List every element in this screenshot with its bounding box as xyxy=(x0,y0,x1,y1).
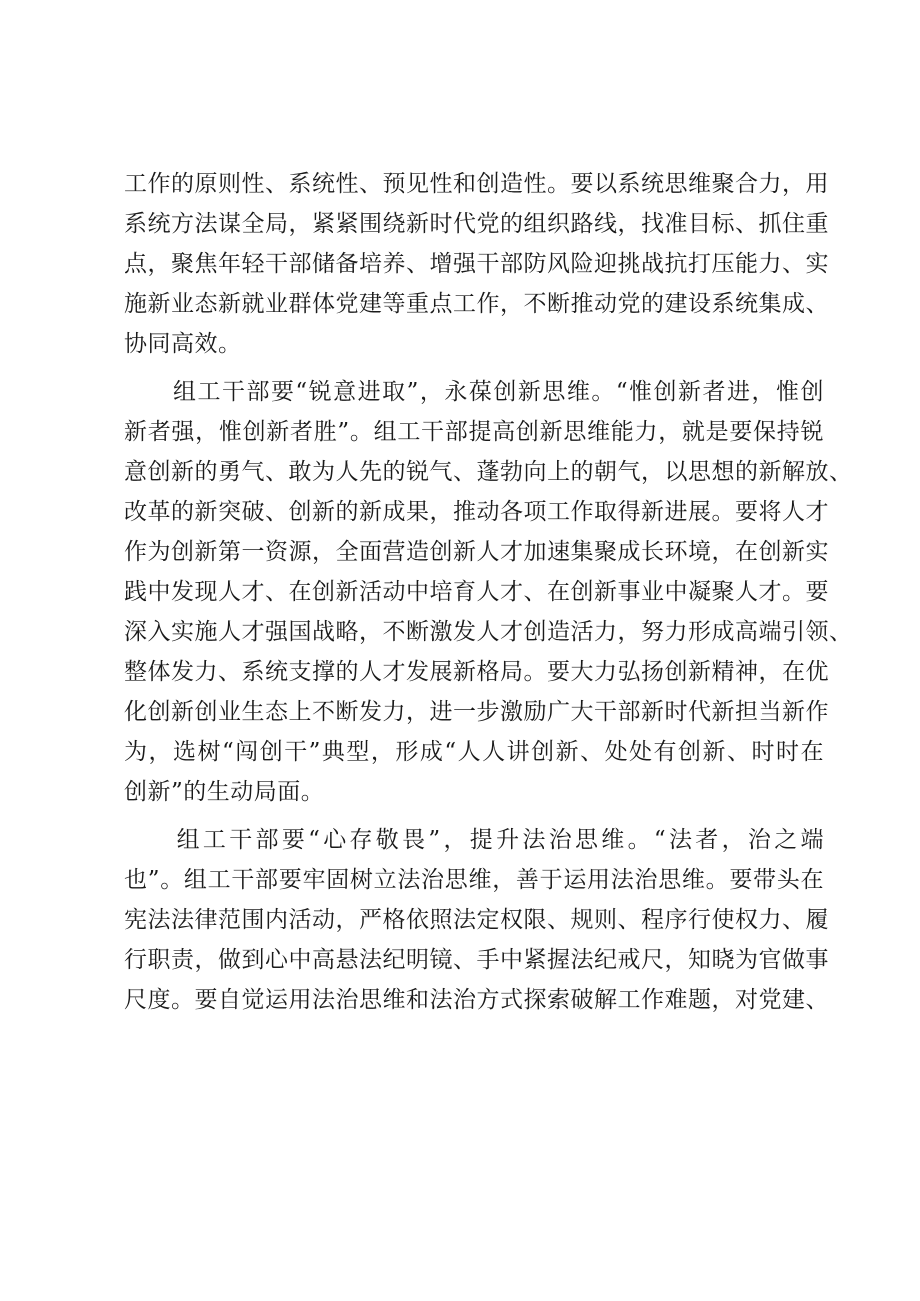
text-line: 工作的原则性、系统性、预见性和创造性。要以系统思维聚合力，用 xyxy=(124,171,829,197)
text-line: 点，聚焦年轻干部储备培养、增强干部防风险迎挑战抗打压能力、实 xyxy=(124,251,829,277)
text-line: 施新业态新就业群体党建等重点工作，不断推动党的建设系统集成、 xyxy=(124,291,829,317)
text-line: 行职责，做到心中高悬法纪明镜、手中紧握法纪戒尺，知晓为官做事 xyxy=(124,947,829,973)
text-line: 系统方法谋全局，紧紧围绕新时代党的组织路线，找准目标、抓住重 xyxy=(124,211,829,237)
text-line: 组工干部要“心存敬畏”，提升法治思维。“法者，治之端 xyxy=(124,827,824,853)
body-text xyxy=(124,164,853,1020)
text-line: 化创新创业生态上不断发力，进一步激励广大干部新时代新担当新作 xyxy=(124,699,829,725)
paragraph-2 xyxy=(124,372,853,812)
text-line: 新者强，惟创新者胜”。组工干部提高创新思维能力，就是要保持锐 xyxy=(124,419,824,445)
text-line: 为，选树“闯创干”典型，形成“人人讲创新、处处有创新、时时在 xyxy=(124,739,824,765)
text-line: 改革的新突破、创新的新成果，推动各项工作取得新进展。要将人才 xyxy=(124,499,829,525)
text-line: 也”。组工干部要牢固树立法治思维，善于运用法治思维。要带头在 xyxy=(124,867,824,893)
paragraph-1 xyxy=(124,164,829,364)
text-line: 组工干部要“锐意进取”，永葆创新思维。“惟创新者进，惟创 xyxy=(124,379,824,405)
text-line: 整体发力、系统支撑的人才发展新格局。要大力弘扬创新精神，在优 xyxy=(124,659,829,685)
text-line: 深入实施人才强国战略，不断激发人才创造活力，努力形成高端引领、 xyxy=(124,619,853,645)
text-line: 作为创新第一资源，全面营造创新人才加速集聚成长环境，在创新实 xyxy=(124,539,829,565)
text-line: 践中发现人才、在创新活动中培育人才、在创新事业中凝聚人才。要 xyxy=(124,579,829,605)
paragraph-3 xyxy=(124,820,829,1020)
text-line: 尺度。要自觉运用法治思维和法治方式探索破解工作难题，对党建、 xyxy=(124,987,829,1013)
text-line: 宪法法律范围内活动，严格依照法定权限、规则、程序行使权力、履 xyxy=(124,907,829,933)
text-line: 意创新的勇气、敢为人先的锐气、蓬勃向上的朝气，以思想的新解放、 xyxy=(124,459,853,485)
text-line: 创新”的生动局面。 xyxy=(124,779,325,805)
text-line: 协同高效。 xyxy=(124,331,242,357)
